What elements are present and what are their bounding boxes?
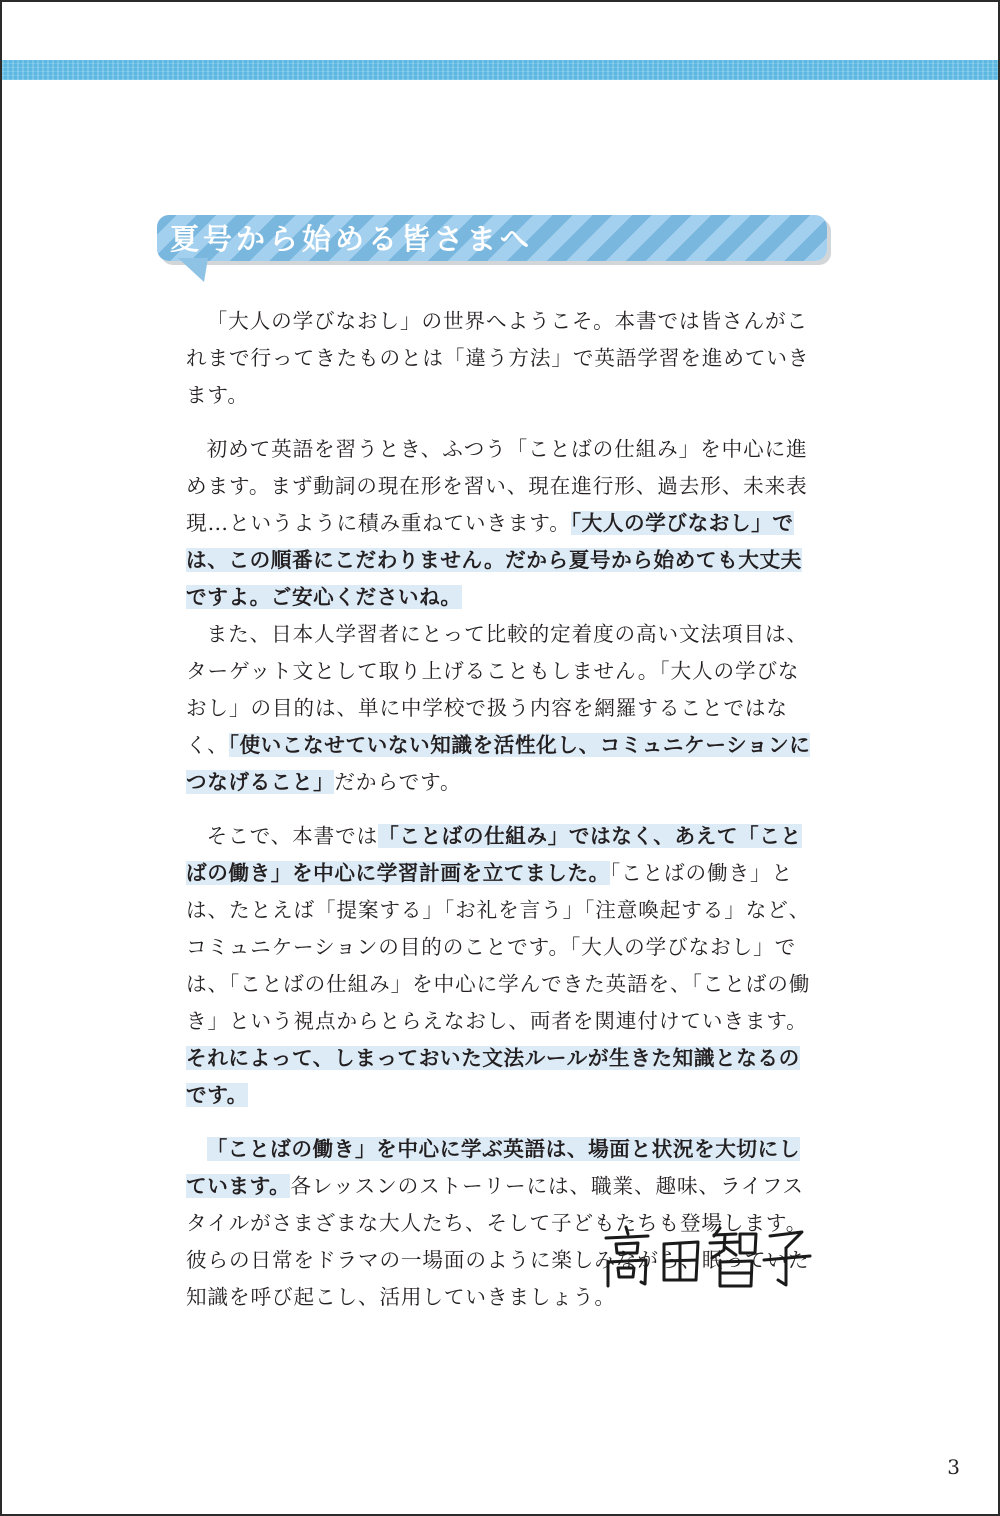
page-number: 3: [947, 1455, 960, 1479]
paragraph: [186, 303, 816, 414]
highlighted-text: 「ことばの仕組み」ではなく、あえて「ことばの働き」を中心に学習計画を立てました。: [186, 824, 802, 885]
text-segment: 「大人の学びなおし」の世界へようこそ。本書では皆さんがこれまで行ってきたものとは「違う方法」で英語学習を進めていきます。: [186, 309, 810, 407]
text-segment: だからです。: [334, 770, 462, 794]
text-segment: 「ことばの働き」とは、たとえば「提案する」「お礼を言う」「注意喚起する」など、コミュニケーションの目的のことです。「大人の学びなおし」では、「ことばの仕組み」を中心に学んできた英語を、「ことばの働き」という視点からとらえなおし、両者を関連付けていきます。: [186, 861, 811, 1033]
paragraph: [186, 818, 816, 1114]
text-segment: そこで、本書では: [206, 824, 379, 848]
section-heading: 夏号から始める皆さまへ: [170, 222, 534, 256]
text-segment: 初めて英語を習うとき、ふつう「ことばの仕組み」を中心に進めます。まず動詞の現在形を習い、現在進行形、過去形、未来表現…というように積み重ねていきます。: [186, 437, 808, 535]
author-signature: [598, 1222, 813, 1290]
text-segment: 各レッスンのストーリーには、職業、趣味、ライフスタイルがさまざまな大人たち、そして子どもたちも登場します。彼らの日常をドラマの一場面のように楽しみながら、眠っていた知識を呼び起こし、活用していきましょう。: [186, 1174, 810, 1309]
paragraph: [186, 616, 816, 801]
text-segment: また、日本人学習者にとって比較的定着度の高い文法項目は、ターゲット文として取り上げることもしません。「大人の学びなおし」の目的は、単に中学校で扱う内容を網羅することではなく、: [186, 622, 809, 757]
highlighted-text: それによって、しまっておいた文法ルールが生きた知識となるのです。: [186, 1046, 800, 1107]
body-text: [186, 303, 816, 1333]
highlighted-text: 「大人の学びなおし」では、この順番にこだわりません。だから夏号から始めても大丈夫ですよ。ご安心くださいね。: [186, 511, 802, 609]
top-decorative-band: [2, 60, 998, 80]
highlighted-text: 「使いこなせていない知識を活性化し、コミュニケーションにつなげること」: [186, 733, 811, 794]
highlighted-text: 「ことばの働き」を中心に学ぶ英語は、場面と状況を大切にしています。: [186, 1137, 801, 1198]
paragraph: [186, 431, 816, 616]
speech-bubble-tail-icon: [178, 258, 212, 284]
